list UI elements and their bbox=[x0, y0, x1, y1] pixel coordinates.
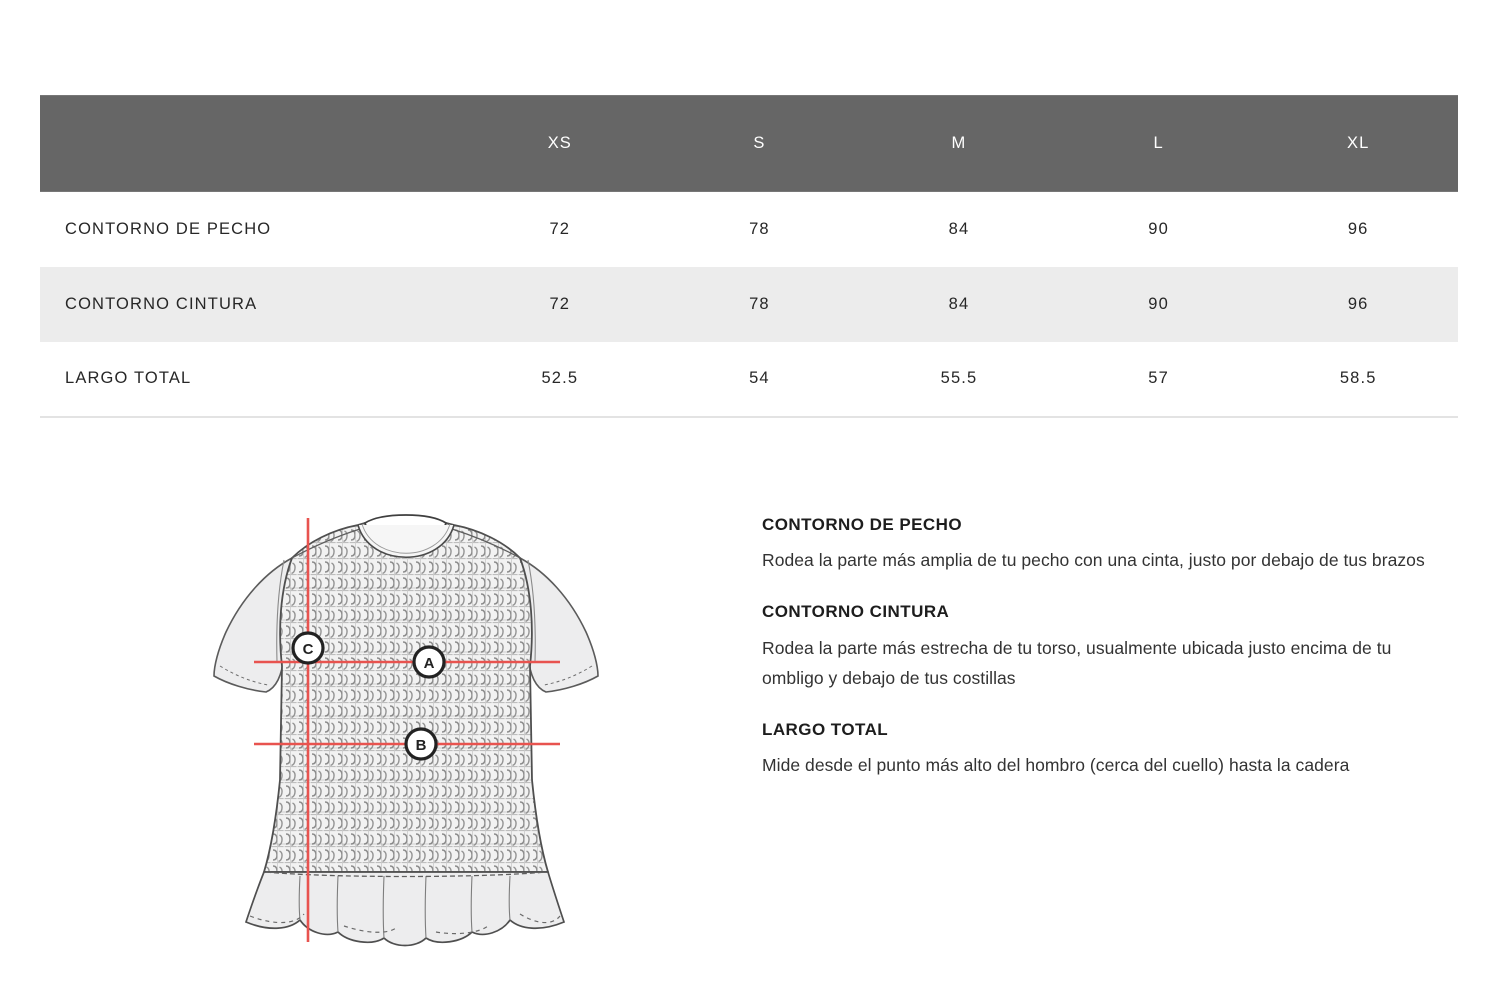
cell-cintura-s: 78 bbox=[660, 267, 860, 342]
cell-cintura-m: 84 bbox=[859, 267, 1059, 342]
marker-label-b: B bbox=[415, 737, 427, 754]
size-chart-table bbox=[40, 95, 1458, 418]
cell-cintura-xs: 72 bbox=[460, 267, 660, 342]
cell-pecho-xs: 72 bbox=[460, 192, 660, 267]
cell-largo-l: 57 bbox=[1059, 342, 1259, 417]
garment-illustration bbox=[180, 480, 650, 980]
marker-c bbox=[293, 633, 323, 663]
marker-b bbox=[406, 729, 436, 759]
cell-pecho-xl: 96 bbox=[1258, 192, 1458, 267]
column-header-m: M bbox=[859, 96, 1059, 192]
marker-a bbox=[414, 647, 444, 677]
description-title: LARGO TOTAL bbox=[762, 720, 889, 740]
column-header-measurement bbox=[40, 96, 460, 192]
column-header-xs: XS bbox=[460, 96, 660, 192]
table-row bbox=[40, 267, 1458, 342]
cell-largo-m: 55.5 bbox=[859, 342, 1059, 417]
description-title: CONTORNO DE PECHO bbox=[762, 515, 963, 534]
description-largo-total bbox=[762, 720, 1452, 780]
blouse-technical-drawing-svg bbox=[180, 480, 650, 980]
description-title: CONTORNO CINTURA bbox=[762, 602, 950, 622]
table-row bbox=[40, 342, 1458, 417]
cell-pecho-l: 90 bbox=[1059, 192, 1259, 267]
description-body: Rodea la parte más amplia de tu pecho con una cinta, justo por debajo de tus brazos bbox=[762, 550, 1425, 571]
description-contorno-cintura bbox=[762, 602, 1452, 693]
table-body bbox=[40, 192, 1458, 417]
cell-largo-s: 54 bbox=[660, 342, 860, 417]
peplum-hem bbox=[246, 872, 564, 946]
row-label-contorno-cintura: CONTORNO CINTURA bbox=[40, 267, 460, 342]
cell-cintura-l: 90 bbox=[1059, 267, 1259, 342]
description-body: Rodea la parte más estrecha de tu torso, usualmente ubicada justo encima de tu ombligo y debajo de tus costillas bbox=[762, 637, 1392, 688]
cell-largo-xs: 52.5 bbox=[460, 342, 660, 417]
measurement-guide-section bbox=[0, 470, 1500, 990]
table-header-row bbox=[40, 96, 1458, 192]
blouse-body bbox=[240, 523, 600, 872]
cell-pecho-s: 78 bbox=[660, 192, 860, 267]
column-header-s: S bbox=[660, 96, 860, 192]
column-header-l: L bbox=[1059, 96, 1259, 192]
table-head bbox=[40, 96, 1458, 192]
cell-largo-xl: 58.5 bbox=[1258, 342, 1458, 417]
row-label-largo-total: LARGO TOTAL bbox=[40, 342, 460, 417]
cell-cintura-xl: 96 bbox=[1258, 267, 1458, 342]
row-label-contorno-de-pecho: CONTORNO DE PECHO bbox=[40, 192, 460, 267]
measurement-descriptions bbox=[762, 515, 1452, 781]
description-contorno-de-pecho bbox=[762, 515, 1452, 575]
marker-label-a: A bbox=[423, 655, 435, 672]
column-header-xl: XL bbox=[1258, 96, 1458, 192]
size-chart-table-container bbox=[40, 95, 1460, 418]
table-row bbox=[40, 192, 1458, 267]
cell-pecho-m: 84 bbox=[859, 192, 1059, 267]
marker-label-c: C bbox=[302, 641, 314, 658]
description-body: Mide desde el punto más alto del hombro (cerca del cuello) hasta la cadera bbox=[762, 755, 1350, 776]
